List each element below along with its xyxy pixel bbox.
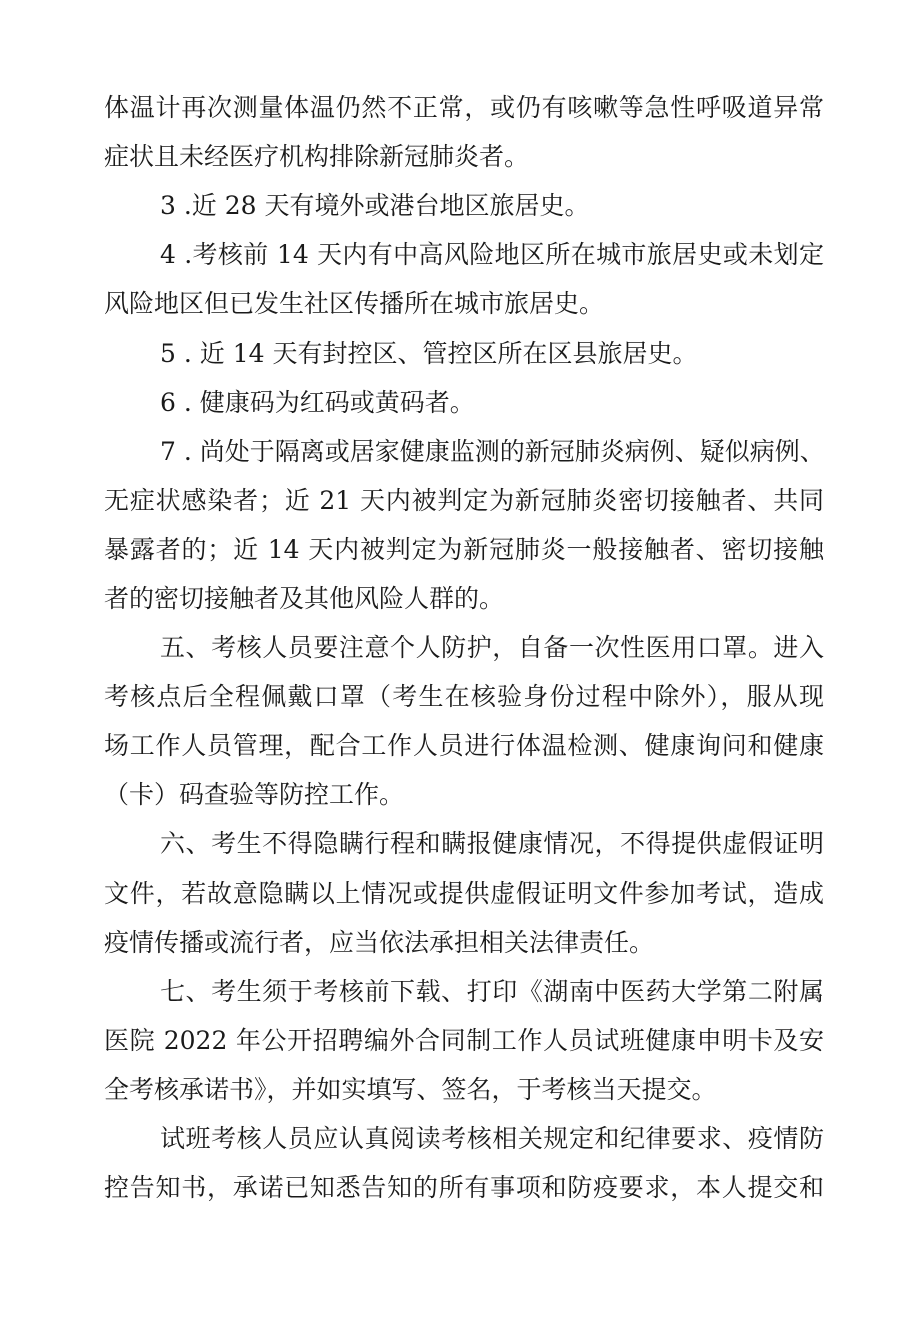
text-line: 试班考核人员应认真阅读考核相关规定和纪律要求、疫情防 <box>160 1124 824 1153</box>
text-line: 考核点后全程佩戴口罩（考生在核验身份过程中除外），服从现 <box>104 682 824 711</box>
text-line: 场工作人员管理，配合工作人员进行体温检测、健康询问和健康 <box>104 731 824 760</box>
text-line: 医院 2022 年公开招聘编外合同制工作人员试班健康申明卡及安 <box>104 1026 824 1055</box>
text-line: 4 .考核前 14 天内有中高风险地区所在城市旅居史或未划定 <box>160 240 824 269</box>
text-line: 症状且未经医疗机构排除新冠肺炎者。 <box>104 142 530 171</box>
text-line: 控告知书，承诺已知悉告知的所有事项和防疫要求，本人提交和 <box>104 1173 824 1202</box>
text-line: 全考核承诺书》，并如实填写、签名，于考核当天提交。 <box>104 1075 717 1104</box>
text-line: 暴露者的；近 14 天内被判定为新冠肺炎一般接触者、密切接触 <box>104 535 824 564</box>
text-line: 文件，若故意隐瞒以上情况或提供虚假证明文件参加考试，造成 <box>104 879 824 908</box>
text-line: 者的密切接触者及其他风险人群的。 <box>104 584 505 613</box>
text-line: 3 .近 28 天有境外或港台地区旅居史。 <box>160 191 590 220</box>
text-line: 体温计再次测量体温仍然不正常，或仍有咳嗽等急性呼吸道异常 <box>104 93 824 122</box>
text-line: 7 . 尚处于隔离或居家健康监测的新冠肺炎病例、疑似病例、 <box>160 437 825 466</box>
text-line: 五、考核人员要注意个人防护，自备一次性医用口罩。进入 <box>160 633 824 662</box>
text-line: 6 . 健康码为红码或黄码者。 <box>160 388 475 417</box>
text-line: 无症状感染者；近 21 天内被判定为新冠肺炎密切接触者、共同 <box>104 486 824 515</box>
text-line: 六、考生不得隐瞒行程和瞒报健康情况，不得提供虚假证明 <box>160 829 824 858</box>
text-line: 5 . 近 14 天有封控区、管控区所在区县旅居史。 <box>160 339 698 368</box>
text-line: （卡）码查验等防控工作。 <box>104 780 405 809</box>
text-line: 七、考生须于考核前下载、打印《湖南中医药大学第二附属 <box>160 977 824 1006</box>
text-line: 疫情传播或流行者，应当依法承担相关法律责任。 <box>104 928 655 957</box>
text-line: 风险地区但已发生社区传播所在城市旅居史。 <box>104 289 605 318</box>
